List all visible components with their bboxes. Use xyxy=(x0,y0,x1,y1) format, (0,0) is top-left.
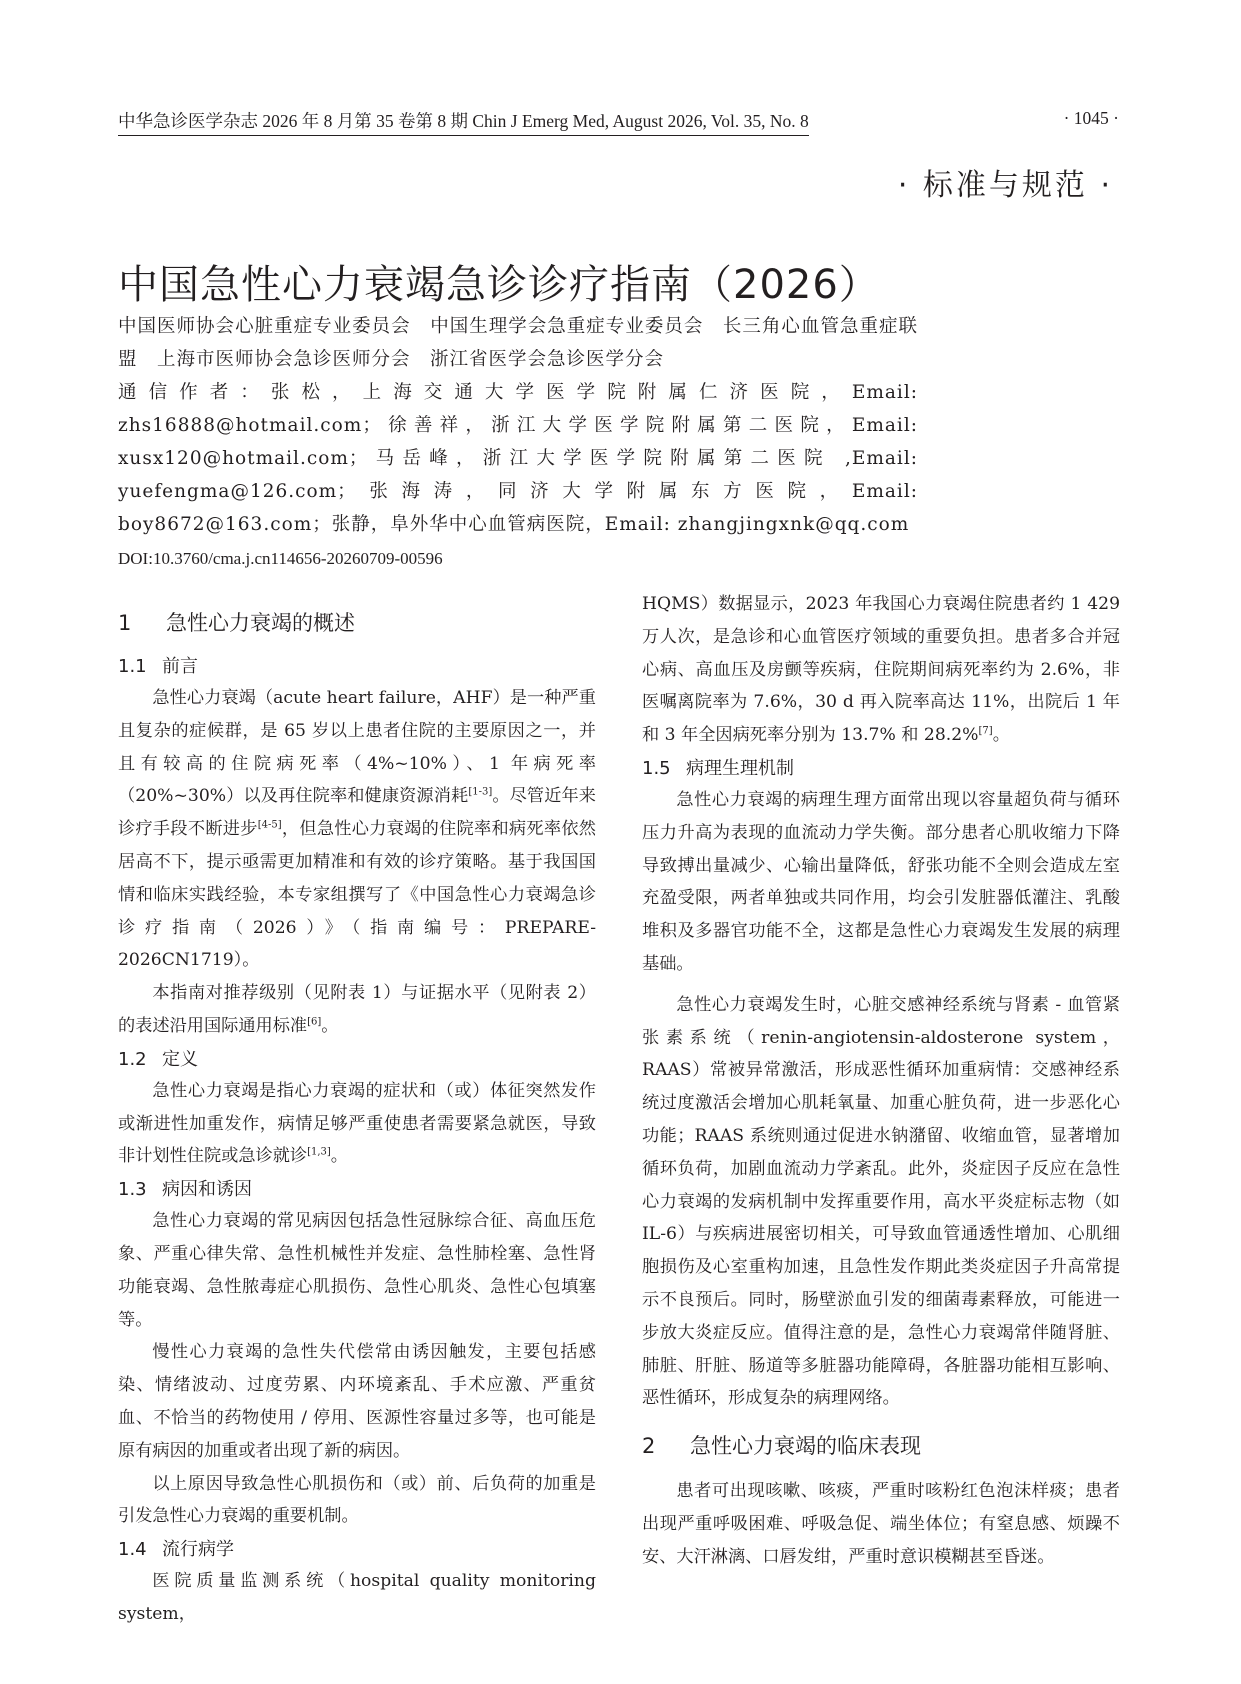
text: 急性心力衰竭是指心力衰竭的症状和（或）体征突然发作或渐进性加重发作，病情足够严重使患者需要紧急就医，导致非计划性住院或急诊就诊 xyxy=(118,1080,596,1167)
text: 急性心力衰竭（acute heart failure，AHF）是一种严重且复杂的症候群，是 65 岁以上患者住院的主要原因之一，并且有较高的住院病死率（4%~10%）、1 年病死率（20%~30%）以及再住院率和健康资源消耗 xyxy=(118,688,596,807)
paragraph: 慢性心力衰竭的急性失代偿常由诱因触发，主要包括感染、情绪波动、过度劳累、内环境紊乱、手术应激、严重贫血、不恰当的药物使用 / 停用、医源性容量过多等，也可能是原有病因的加重或者出现了新的病因。 xyxy=(118,1342,596,1461)
left-column xyxy=(118,590,596,1631)
paragraph: 以上原因导致急性心肌损伤和（或）前、后负荷的加重是引发急性心力衰竭的重要机制。 xyxy=(118,1473,596,1527)
section-title: 流行病学 xyxy=(162,1539,234,1561)
paragraph: 患者可出现咳嗽、咳痰，严重时咳粉红色泡沫样痰；患者出现严重呼吸困难、呼吸急促、端坐体位；有窒息感、烦躁不安、大汗淋漓、口唇发绀，严重时意识模糊甚至昏迷。 xyxy=(642,1481,1120,1567)
section-title: 急性心力衰竭的临床表现 xyxy=(690,1434,921,1459)
section-number: 2 xyxy=(642,1434,656,1459)
text: ，但急性心力衰竭的住院率和病死率依然居高不下，提示亟需更加精准和有效的诊疗策略。基于我国国情和临床实践经验，本专家组撰写了《中国急性心力衰竭急诊诊疗指南（2026）》（指南编号：PREPARE-2026CN1719）。 xyxy=(118,819,596,971)
text: 。 xyxy=(330,1146,348,1167)
section-title: 病因和诱因 xyxy=(162,1179,252,1201)
citation-ref: [4-5] xyxy=(257,819,282,831)
section-number: 1.3 xyxy=(118,1179,147,1201)
journal-citation-line: 中华急诊医学杂志 2026 年 8 月第 35 卷第 8 期 Chin J Emerg Med, August 2026, Vol. 35, No. 8 xyxy=(118,108,809,136)
citation-ref: [1,3] xyxy=(307,1146,331,1158)
section-number: 1.1 xyxy=(118,656,147,677)
section-heading-1 xyxy=(118,608,596,638)
section-number: 1.4 xyxy=(118,1539,147,1561)
section-heading-1-1 xyxy=(118,652,596,682)
section-title: 定义 xyxy=(162,1048,198,1070)
section-heading-2 xyxy=(642,1431,1120,1461)
paragraph: 急性心力衰竭发生时，心脏交感神经系统与肾素 - 血管紧张素系统（renin-angiotensin-aldosterone system，RAAS）常被异常激活，形成恶性循环加重病情：交感神经系统过度激活会增加心肌耗氧量、加重心脏负荷，进一步恶化心功能；RAAS 系统则通过促进水钠潴留、收缩血管，显著增加循环负荷，加剧血流动力学紊乱。此外，炎症因子反应在急性心力衰竭的发病机制中发挥重要作用，高水平炎症标志物（如 IL-6）与疾病进展密切相关，可导致血管通透性增加、心肌细胞损伤及心室重构加速，且急性发作期此类炎症因子升高常提示不良预后。同时，肠壁淤血引发的细菌毒素释放，可能进一步放大炎症反应。值得注意的是，急性心力衰竭常伴随肾脏、肺脏、肝脏、肠道等多脏器功能障碍，各脏器功能相互影响、恶性循环，形成复杂的病理网络。 xyxy=(642,994,1120,1409)
section-heading-1-4 xyxy=(118,1535,596,1565)
text: HQMS）数据显示，2023 年我国心力衰竭住院患者约 1 429 万人次，是急诊和心血管医疗领域的重要负担。患者多合并冠心病、高血压及房颤等疾病，住院期间病死率约为 2.6%，非医嘱离院率为 7.6%，30 d 再入院率高达 11%，出院后 1 年和 3 年全因病死率分别为 13.7% 和 28.2% xyxy=(642,594,1120,746)
paragraph: 医院质量监测系统（hospital quality monitoring system， xyxy=(118,1571,596,1624)
section-heading-1-3 xyxy=(118,1175,596,1205)
author-organizations: 中国医师协会心脏重症专业委员会 中国生理学会急重症专业委员会 长三角心血管急重症联盟 上海市医师协会急诊医师分会 浙江省医学会急诊医学分会 xyxy=(118,316,918,370)
text: 本指南对推荐级别（见附表 1）与证据水平（见附表 2）的表述沿用国际通用标准 xyxy=(118,983,596,1036)
paragraph-continued xyxy=(642,588,1120,752)
column-tag: · 标准与规范 · xyxy=(897,168,1113,203)
citation-ref: [1-3] xyxy=(468,786,493,798)
section-number: 1.5 xyxy=(642,757,671,779)
section-number: 1 xyxy=(118,611,132,635)
section-heading-1-2 xyxy=(118,1045,596,1075)
text: 。 xyxy=(321,1015,339,1036)
section-title: 急性心力衰竭的概述 xyxy=(166,611,355,635)
section-heading-1-5 xyxy=(642,754,1120,784)
paragraph xyxy=(118,977,596,1043)
text: 。 xyxy=(992,725,1010,746)
article-title: 中国急性心力衰竭急诊诊疗指南（2026） xyxy=(118,261,880,308)
page-number: · 1045 · xyxy=(1063,108,1119,128)
correspondence-authors: 通信作者：张松，上海交通大学医学院附属仁济医院，Email: zhs16888@hotmail.com；徐善祥，浙江大学医学院附属第二医院，Email: xusx120@hotmail.com；马岳峰，浙江大学医学院附属第二医院 ,Email: yuefengma@126.com；张海涛，同济大学附属东方医院，Email: boy8672@163.com；张静，阜外华中心血管病医院，Email: zhangjingxnk@qq.com xyxy=(118,382,918,535)
paragraph: 急性心力衰竭的常见病因包括急性冠脉综合征、高血压危象、严重心律失常、急性机械性并发症、急性肺栓塞、急性肾功能衰竭、急性脓毒症心肌损伤、急性心肌炎、急性心包填塞等。 xyxy=(118,1211,596,1330)
text: 。尽管近年来诊疗手段不断进步 xyxy=(118,786,596,840)
citation-ref: [6] xyxy=(307,1016,322,1028)
paragraph: 急性心力衰竭的病理生理方面常出现以容量超负荷与循环压力升高为表现的血流动力学失衡。部分患者心肌收缩力下降导致搏出量减少、心输出量降低，舒张功能不全则会造成左室充盈受限，两者单独或共同作用，均会引发脏器低灌注、乳酸堆积及多器官功能不全，这都是急性心力衰竭发生发展的病理基础。 xyxy=(642,789,1120,974)
section-number: 1.2 xyxy=(118,1048,147,1070)
right-column xyxy=(642,588,1120,1574)
front-matter xyxy=(118,310,918,541)
doi: DOI:10.3760/cma.j.cn114656-20260709-00596 xyxy=(118,549,443,568)
paragraph xyxy=(118,682,596,977)
paragraph xyxy=(118,1075,596,1173)
section-title: 前言 xyxy=(162,656,198,677)
section-title: 病理生理机制 xyxy=(686,757,794,779)
citation-ref: [7] xyxy=(978,725,993,737)
